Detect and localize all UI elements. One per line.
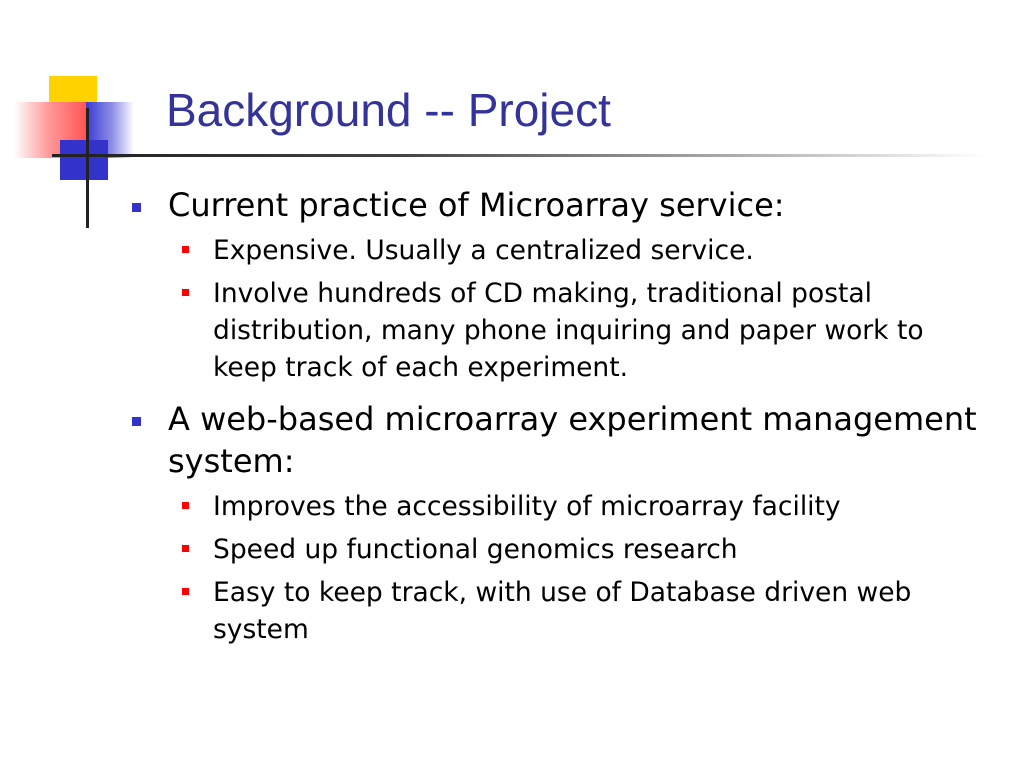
sub-bullet-text: Speed up functional genomics research (213, 534, 738, 565)
square-bullet-icon (182, 502, 189, 509)
bullet-item-current-practice (130, 184, 990, 386)
square-bullet-icon (182, 289, 189, 296)
sub-bullet-list (168, 488, 990, 648)
slide-title: Background -- Project (166, 84, 611, 136)
bullet-item-web-system (130, 398, 990, 648)
sub-bullet-item (130, 531, 990, 568)
square-bullet-icon (182, 588, 189, 595)
sub-bullet-list (168, 232, 990, 386)
sub-bullet-item (130, 574, 990, 648)
sub-bullet-item (130, 488, 990, 525)
sub-bullet-item (130, 232, 990, 269)
bullet-text: A web-based microarray experiment management system: (168, 400, 977, 480)
bullet-list (130, 184, 990, 648)
sub-bullet-text: Involve hundreds of CD making, traditional postal distribution, many phone inquiring and paper work to keep track of each experiment. (213, 278, 924, 383)
sub-bullet-text: Expensive. Usually a centralized service. (213, 235, 754, 266)
sub-bullet-text: Improves the accessibility of microarray facility (213, 491, 841, 522)
bullet-text: Current practice of Microarray service: (168, 186, 785, 224)
vertical-line-decoration (86, 108, 89, 228)
blue-square-decoration (60, 140, 108, 180)
sub-bullet-text: Easy to keep track, with use of Database driven web system (213, 577, 912, 645)
title-underline (86, 154, 986, 157)
decorative-logo (0, 0, 140, 240)
square-bullet-icon (132, 203, 141, 212)
square-bullet-icon (182, 246, 189, 253)
square-bullet-icon (182, 545, 189, 552)
square-bullet-icon (132, 417, 141, 426)
sub-bullet-item (130, 275, 990, 386)
